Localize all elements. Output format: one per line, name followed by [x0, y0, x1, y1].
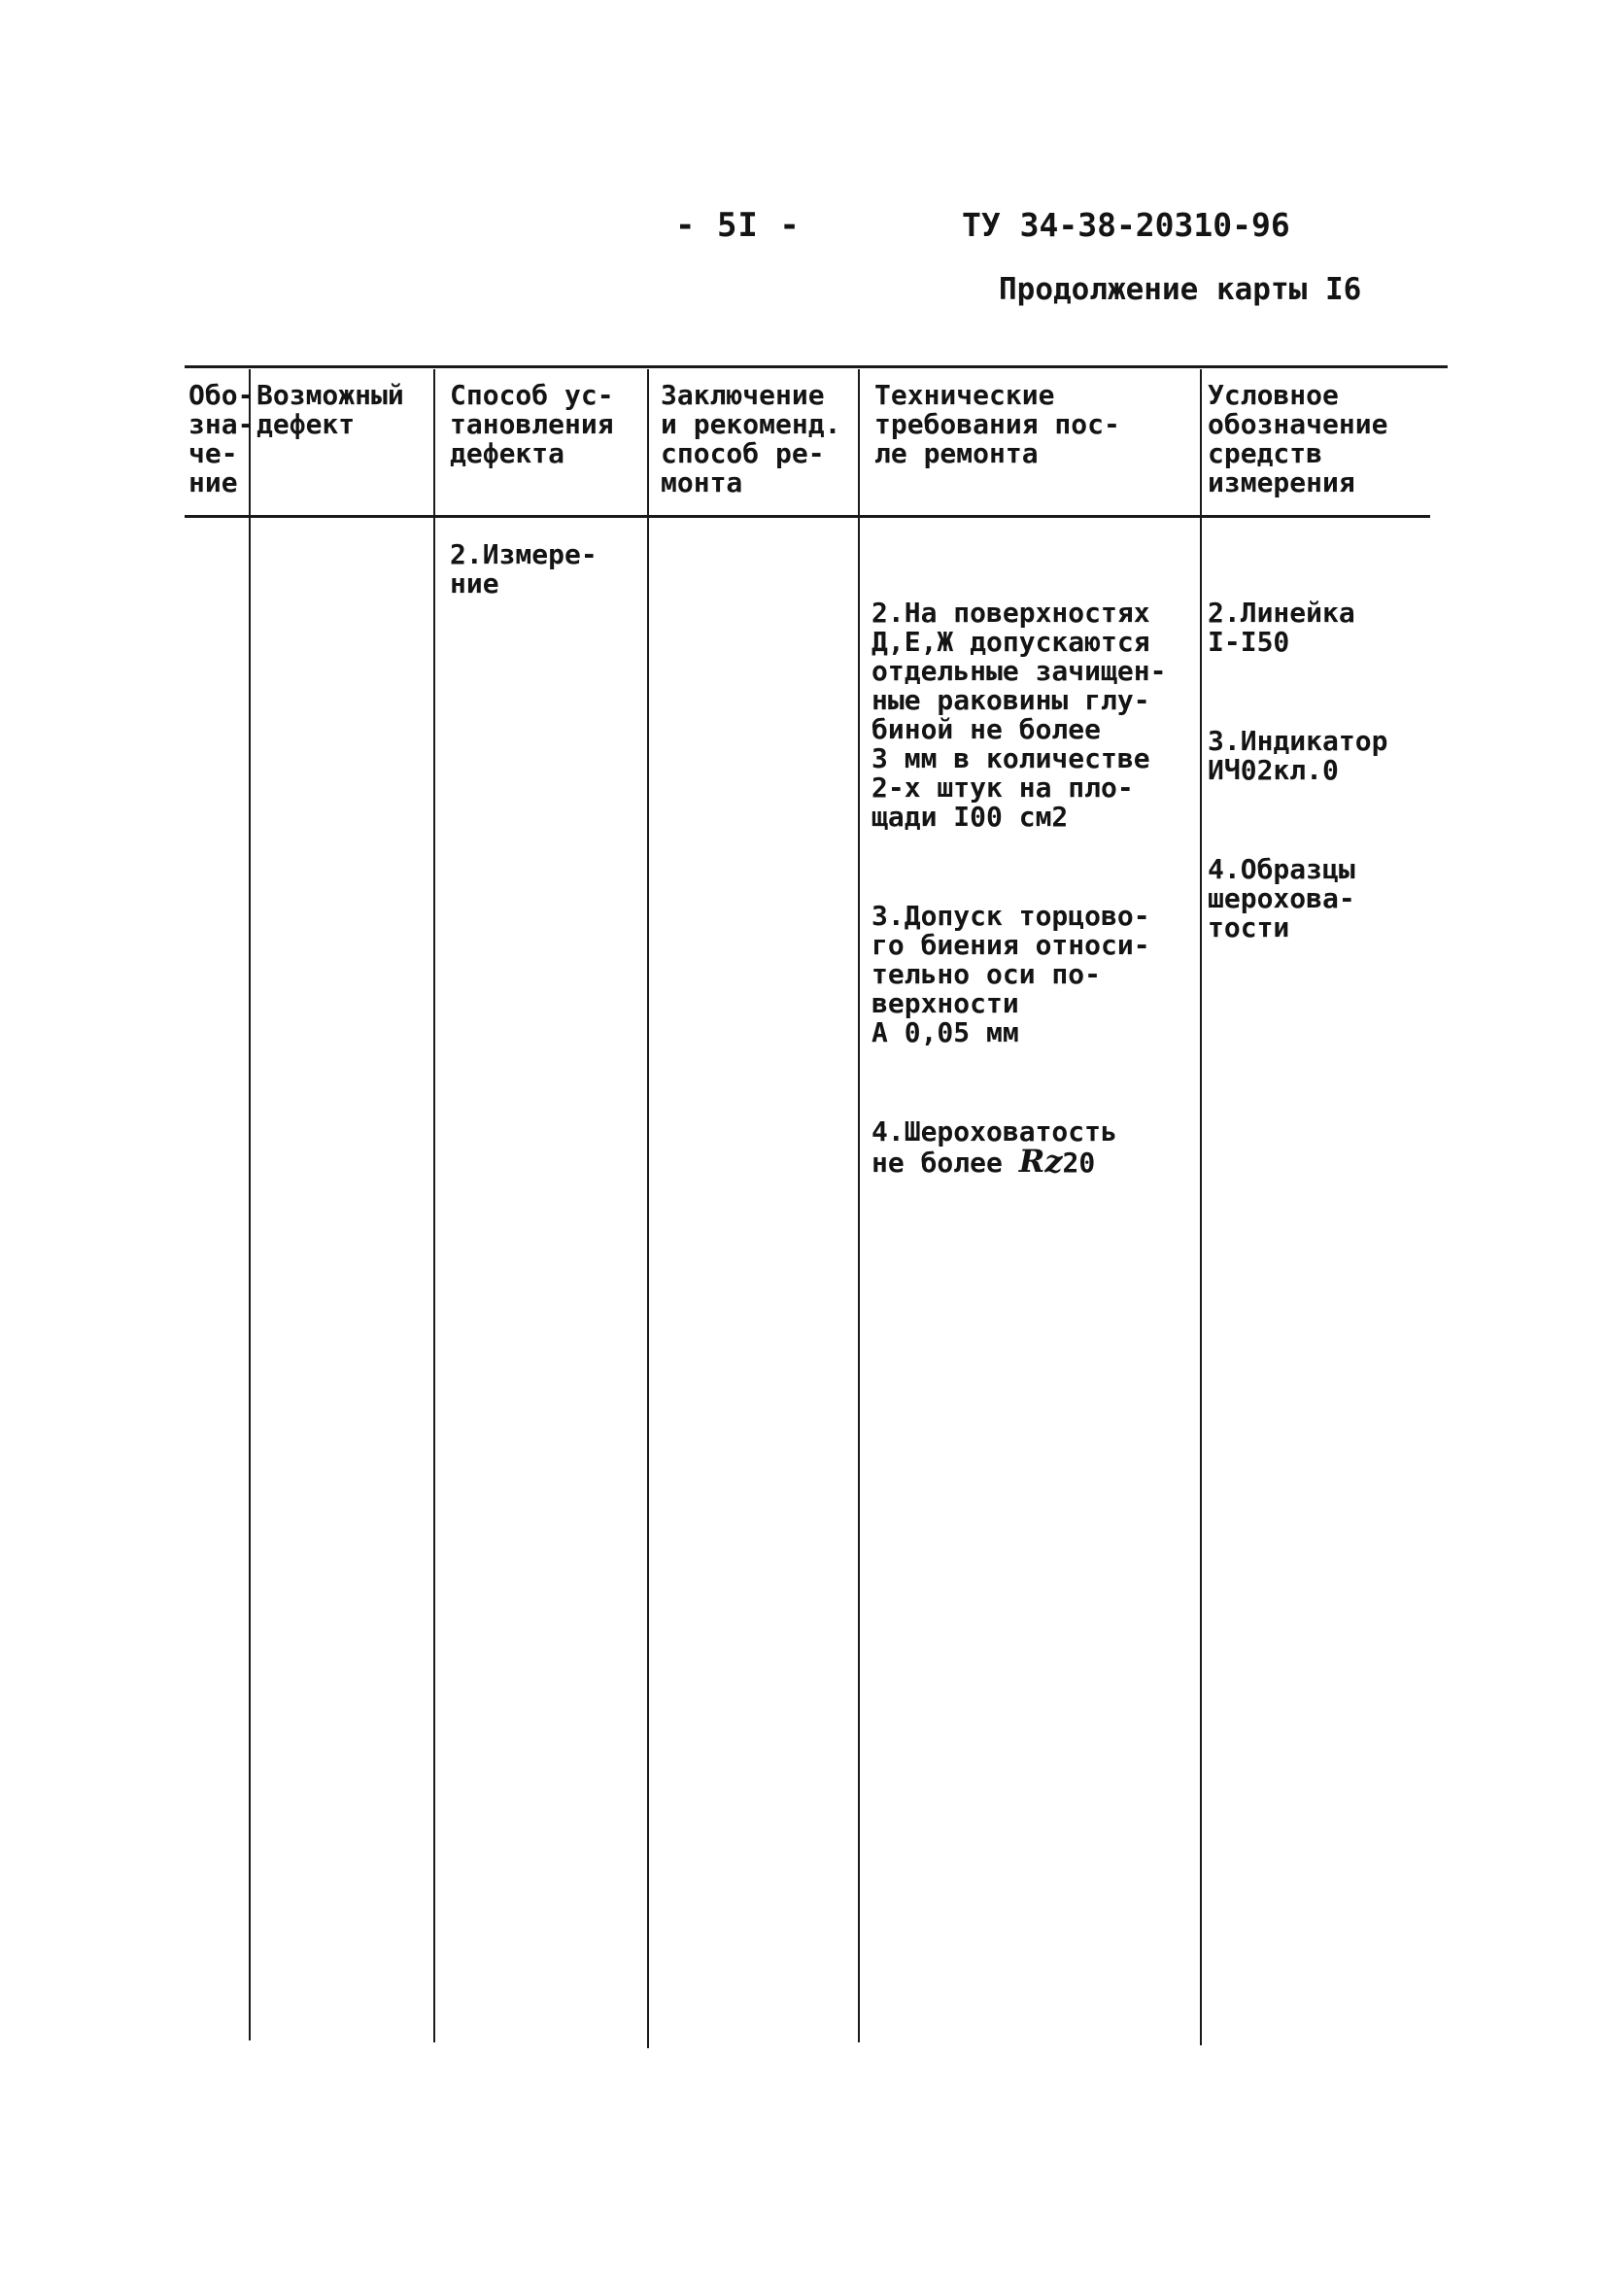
cell-detection-method: 2.Измере- ние	[450, 538, 598, 600]
requirement-roughness-text: 4.Шероховатость не более	[871, 1115, 1117, 1179]
header-designation: Обо- зна- че- ние	[188, 379, 255, 498]
header-bottom-rule	[185, 515, 1430, 518]
column-divider	[433, 369, 435, 2042]
column-divider	[858, 369, 860, 2042]
document-code: ТУ 34-38-20310-96	[962, 206, 1290, 244]
page-number: - 5I -	[675, 206, 801, 245]
header-measurement-instruments: Условное обозначение средств измерения	[1208, 379, 1388, 498]
roughness-value: 20	[1062, 1147, 1096, 1179]
cell-technical-requirements	[871, 540, 1166, 1248]
instrument-item: 4.Образцы шерохова- тости	[1208, 853, 1355, 943]
instrument-item: 3.Индикатор ИЧ02кл.0	[1208, 725, 1388, 786]
requirement-item: 3.Допуск торцово- го биения относи- тельно оси по- верхности А 0,05 мм	[871, 900, 1150, 1048]
requirement-item: 2.На поверхностях Д,Е,Ж допускаются отдельные зачищен- ные раковины глу- биной не более 3 мм в количестве 2-х штук на пло- щади I00 см2	[871, 597, 1167, 833]
table-top-rule	[185, 365, 1448, 368]
instrument-item: 2.Линейка I-I50	[1208, 597, 1355, 658]
header-detection-method: Способ ус- тановления дефекта	[450, 379, 614, 469]
header-possible-defect: Возможный дефект	[256, 379, 404, 440]
continuation-title: Продолжение карты I6	[999, 272, 1362, 307]
column-divider	[1200, 369, 1202, 2045]
requirement-item	[871, 1117, 1166, 1178]
header-technical-requirements: Технические требования пос- ле ремонта	[874, 379, 1120, 469]
cell-measurement-instruments	[1208, 540, 1387, 1012]
header-conclusion: Заключение и рекоменд. способ ре- монта	[661, 379, 841, 498]
column-divider	[249, 369, 251, 2040]
column-divider	[647, 369, 649, 2048]
roughness-symbol: Rz	[1018, 1143, 1063, 1180]
